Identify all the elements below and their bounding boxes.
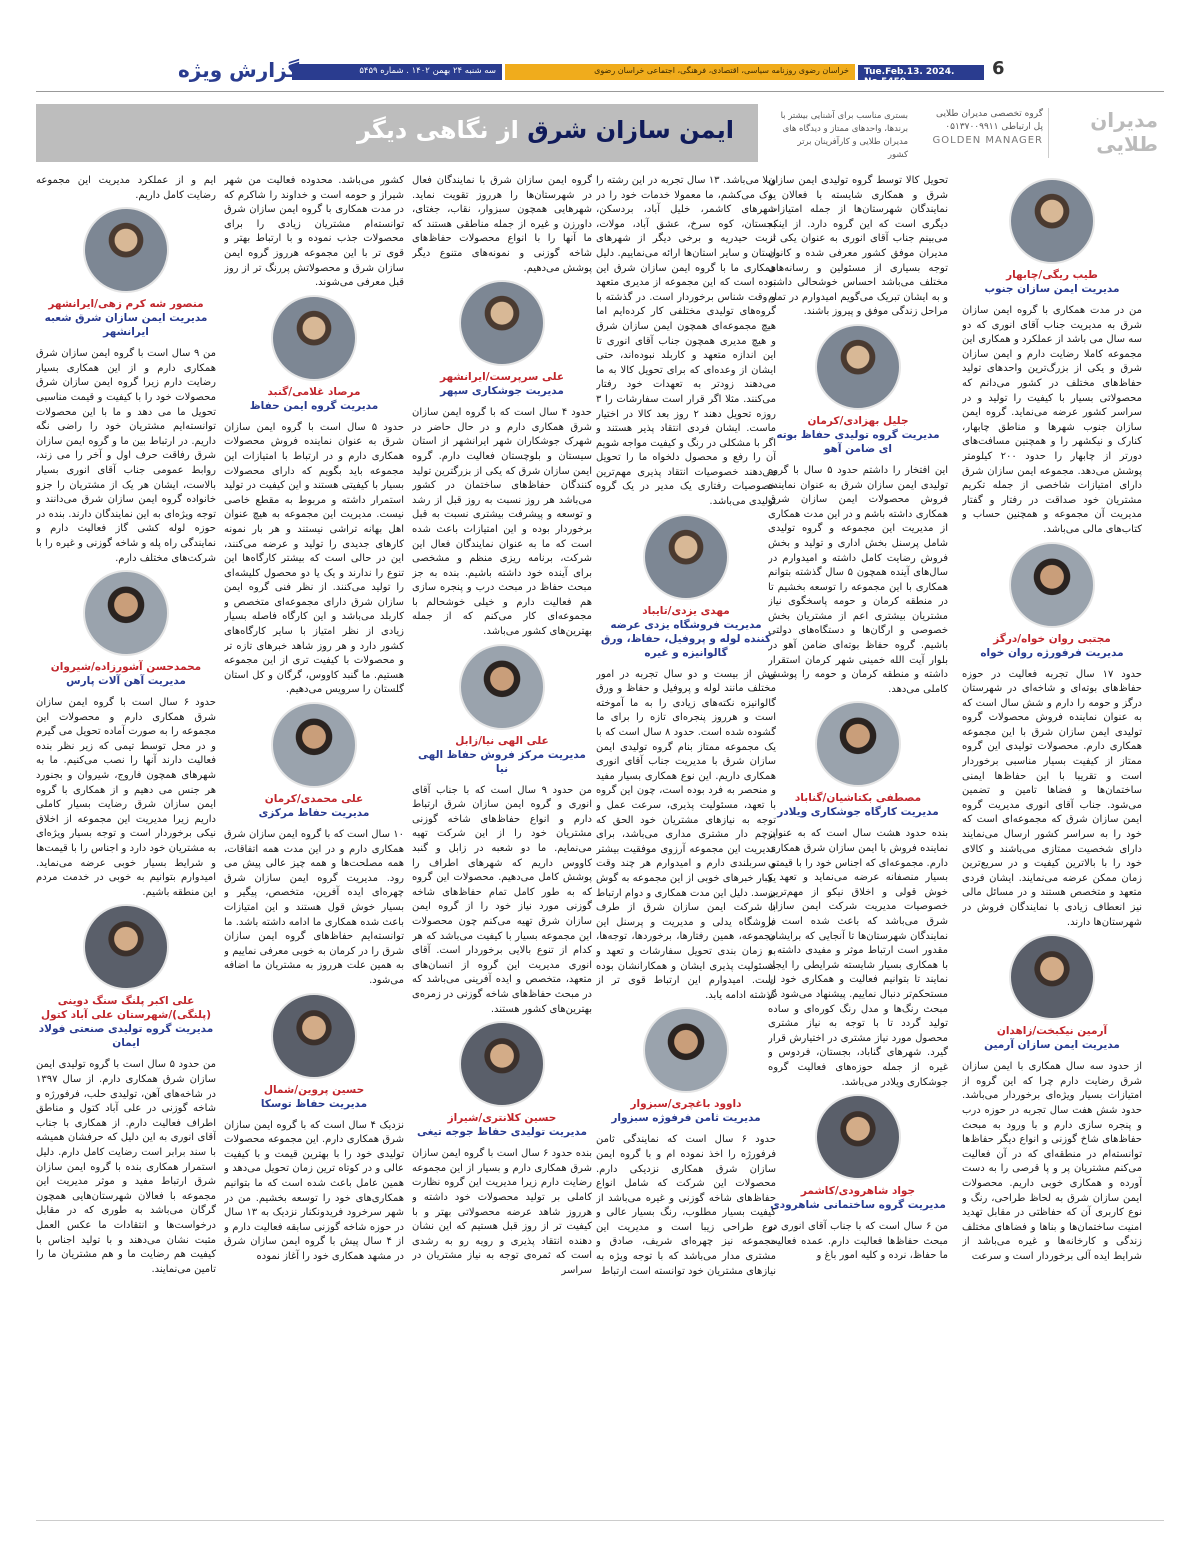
profile-card [596,1007,776,1125]
profile-card [224,702,404,820]
person-name: علی الهی نیا/زابل [455,734,549,747]
portrait-photo [459,280,545,366]
person-name: حسین کلانتری/شیراز [447,1112,557,1125]
feature-title [64,116,734,144]
person-title: مدیریت گروه تولیدی حفاظ بوته ای ضامن آهو [776,428,940,455]
profile-card [768,701,948,819]
article-paragraph: من ۹ سال است با گروه ایمن سازان شرق همکاری دارم و از این همکاری بسیار رضایت دارم زیرا گروه ایمن سازان شرق محصولات خود را با کیفیت و قیمت مناسبی تحویل ما می دهد و ما با این محصولات توانسته‌ایم مشتریان خود را راضی نگه داریم. در ارتباط بین ما و گروه ایمن سازان شرق رفاقت حرف اول و آخر را می زند، روابط عمومی جناب آقای انوری بسیار بالاست، ایشان هر یک از مشتریان را جزو خانواده گروه ایمن سازان شرق می‌دانند و توجه ویژه‌ای به این نمایندگان دارند. بنده در حوزه لوله کشی گاز فعالیت دارم و نمایندگی راه پله و شاخه گوزنی و غیره را با شرکت‌های مختلف دارم. [36,348,216,564]
portrait-photo [643,1007,729,1093]
person-title: مدیریت فرفورژه روان خواه [980,646,1124,659]
person-title: مدیریت گروه ساختمانی شاهرودی [770,1199,946,1212]
person-title: مدیریت ایمن سازان شرق شعبه ایرانشهر [44,312,208,339]
portrait-photo [83,570,169,656]
person-title: مدیریت آهن آلات پارس [66,675,186,688]
person-name: مرصاد غلامی/گنبد [267,385,361,398]
profile-card [412,1021,592,1139]
person-name: داوود باغچری/سبزوار [630,1098,742,1111]
person-title: مدیریت فروشگاه یزدی عرضه کننده لوله و پروفیل، حفاظ، ورق گالوانیزه و غیره [600,618,772,659]
article-paragraph: حدود ۶ سال است با گروه ایمن سازان شرق همکاری دارم و محصولات این مجموعه را به صورت آماده تحویل می گیرم و در محل توسط تیمی که زیر نظر بنده فعالیت دارند آنها را نصب می‌کنیم. ما به شهرهای همچون فاروج، شیروان و بجنورد هر جنس می دهیم و از همکاری با گروه ایمن سازان شرق رضایت بسیار کاملی داریم زیرا مدیریت این مجموعه از اخلاق نیکی برخوردار است و توجه بسیار ویژه‌ای به مشتریان خود دارد و اجناس را با قیمت‌ها و شرایط بسیار خوبی عرضه می‌نماید. امیدوارم بتوانیم به خوبی در خدمت مردم این منطقه باشیم. [36,697,216,898]
person-name: جواد شاهرودی/کاشمر [800,1185,916,1198]
person-title: مدیریت حفاظ توسکا [260,1097,368,1110]
person-title: مدیریت گروه ایمن حفاظ [249,399,379,412]
person-title: مدیریت گروه تولیدی صنعتی فولاد ایمان [38,1023,214,1050]
column-4 [412,174,592,1520]
person-name: علی سرپرست/ایرانشهر [439,371,565,384]
person-title: مدیریت ایمن سازان آرمین [984,1039,1120,1052]
article-paragraph: من حدود ۵ سال است با گروه تولیدی ایمن سازان شرق همکاری دارم. از سال ۱۳۹۷ در شاخه‌های آهن، تولیدی حلب، فرفورژه و شاخه گوزنی در علی آباد کتول و مناطق اطراف فعالیت دارم. از همکاری با جناب آقای انوری به این دلیل که حرفشان همیشه با سند برابر است رضایت کامل دارم. دلیل استمرار همکاری بنده با گروه ایمن سازان شرق ارتباط مفید و موثر مدیریت این مجموعه با فعالان شهرستان‌هایی همچون گرگان می‌باشد به طوری که در مقابل درخواست‌ها و انتقادات ما عکس العمل مثبت نشان می‌دهند و با تولید اجناس با کیفیت هم رضایت ما و هم مشتریان ما را تامین می‌نمایند. [36,1059,216,1275]
person-title: مدیریت تولیدی حفاظ جوجه تیغی [417,1126,587,1139]
profile-card [36,570,216,688]
newspaper-strip: خراسان رضوی روزنامه سیاسی، اقتصادی، فرهنگی، اجتماعی خراسان رضوی [505,64,855,80]
golden-manager-logo: مدیران طلایی [1048,108,1164,158]
portrait-photo [815,701,901,787]
group-name: گروه تخصصی مدیران طلایی [936,109,1043,119]
profile-card [36,207,216,339]
portrait-photo [815,324,901,410]
profile-card [962,934,1142,1052]
article-paragraph: نزدیک ۴ سال است که با گروه ایمن سازان شرق همکاری دارم. این مجموعه محصولات تولیدی خود را با بهترین قیمت و با کیفیت عالی و در کوتاه ترین زمان تحویل می‌دهد و همین عامل باعث شده است که ما بتوانیم همکاری‌های خود را توسعه بخشیم. من در شهر سرخرود فریدونکنار نزدیک به ۱۳ سال در حوزه شاخه گوزنی سابقه فعالیت دارم و از ۴ سال پیش با گروه ایمن سازان شرق در مشهد همکاری خود را آغاز نموده [224,1119,404,1262]
person-title: مدیریت حفاظ مرکزی [258,807,370,820]
article-paragraph: حدود ۱۷ سال تجربه فعالیت در حوزه حفاظ‌های بوته‌ای و شاخه‌ای در شهرستان درگز و حومه را دارم و شش سال است که به عنوان نماینده فروش محصولات گروه تولیدی ایمن سازان شرق با این مجموعه همکاری دارم. محصولات تولیدی این گروه ممتاز از کیفیت بسیار مناسبی برخوردار است و تقریبا با این حفاظ‌ها ایمنی ساختمان‌ها و فضاها تامین و تضمین می‌شود. جناب آقای انوری مدیریت گروه ایمن سازان شرق که مجموعه‌ای است که خود را به سراسر کشور ارسال می‌نمایند دارای شخصیت ممتازی می‌باشند و کالای خود را با بالاترین کیفیت و در سریع‌ترین زمان ممکن عرضه می‌نمایند. ایشان فردی متعهد و متخصص هستند و در مسائل مالی نیز انعطاف زیادی با نمایندگان فروش در شهرستان‌ها دارند. [962,668,1142,928]
person-name: علی محمدی/کرمان [264,793,364,806]
profile-card [962,542,1142,660]
portrait-photo [271,993,357,1079]
column-3 [596,174,776,1520]
person-title: مدیریت ایمن سازان جنوب [984,283,1120,295]
article-paragraph: کشور می‌باشد. محدوده فعالیت من شهر شیراز و حومه است و خداوند را شاکرم که در مدت همکاری با گروه ایمن سازان شرق توانسته‌ام مشتریان زیادی را برای محصولات جذب نموده و با ارتباط بهتر و قوی تر با این مجموعه هرروز گروه ایمن سازان شرق و محصولاتش پررنگ تر از روز قبل معرفی می‌شوند. [224,175,404,289]
feature-banner [36,104,1164,162]
article-paragraph: ۱۰ سال است که با گروه ایمن سازان شرق همکاری دارم و در این مدت همه اتفاقات، همه مصلحت‌ها و همه چیز عالی پیش می رود. مدیریت گروه ایمن سازان شرق چهره‌ای ایده آفرین، متخصص، پیگیر و بسیار خوش قول هستند و این امتیازات باعث شده همکاری ما ادامه داشته باشد. ما توانسته‌ایم حفاظ‌های گروه ایمن سازان شرق را در کرمان به خوبی معرفی نماییم و به همین علت هرروز به مشتریان ما اضافه می‌شود. [224,829,404,986]
banner-tagline: بستری مناسب برای آشنایی بیشتر با برندها، واحدهای ممتاز و دیدگاه های مدیران طلایی و کارآفرینان برتر کشور [780,111,908,160]
column-6 [36,174,216,1520]
article-paragraph: ایم و از عملکرد مدیریت این مجموعه رضایت کامل داریم. [36,175,216,201]
portrait-photo [271,702,357,788]
profile-card [412,280,592,398]
profile-card [412,644,592,776]
article-paragraph: بنده حدود هشت سال است که به عنوان نماینده فروش با ایمن سازان شرق همکاری دارم. مجموعه‌ای که اجناس خود را با قیمتی بسیار منصفانه عرضه می‌نماید و تعهد و خوش قولی و اخلاق نیکو از مهم‌ترین خصوصیات مدیریت شرکت ایمن سازان شرق می‌باشد که باعث شده است با نمایندگان شهرستان‌ها تا آنجایی که برایشان مقدور است ارتباط موثر و مفیدی داشته و با همکاری بسیار شایسته شرایطی را ایجاد نمایند تا بتوانیم فعالیت و همکاری خود را مستحکم‌تر دنبال نماییم. پیشنهاد می‌شود در مبحث رنگ‌ها و مدل رنگ کوره‌ای و ساده تولید گردد تا با توجه به نیاز مشتری محصول مورد نیاز مشتری در اختیارش قرار گیرد. شهرهای گناباد، بجستان، فردوس و غیره از جمله حوزه‌های فعالیت گروه جوشکاری ویلادر می‌باشد. [768,828,948,1088]
person-name: مصطفی بکتاشیان/گناباد [794,792,922,805]
page-number: 6 [992,58,1005,79]
article-paragraph: حدود ۴ سال است که با گروه ایمن سازان شرق همکاری دارم و در حال حاضر در شهرک جوشکاران شهر ایرانشهر از استان سیستان و بلوچستان فعالیت دارم. گروه ایمن سازان شرق که یکی از بزرگترین تولید کنندگان حفاظ‌های ساختمان در کشور می‌باشد هر روز نسبت به روز قبل از رشد و توسعه و پیشرفت بیشتری نسبت به قبل برخوردار بوده و این امتیازات باعث شده است که ما به عنوان نمایندگان فعال این شرکت، برنامه ریزی منظم و مشخصی برای آینده خود داشته باشیم. بنده به جز مبحث حفاظ در مبحث درب و پنجره سازی هم فعالیت دارم و خیلی خوشحالم با مجموعه‌ای کار می‌کنم که از جمله بهترین‌های کشور می‌باشد. [412,407,592,638]
article-paragraph: من در مدت همکاری با گروه ایمن سازان شرق به مدیریت جناب آقای انوری که دو سه سال می باشد از عملکرد و همکاری این مجموعه کاملا رضایت دارم و ایمن سازان شرق و یکی از بزرگ‌ترین واحدهای تولید حفاظ‌های مختلف در کشور می‌دانم که محصولاتی بسیار با کیفیت را تولید و در سراسر کشور عرضه می‌نماید. گروه ایمن سازان جنوب شهرها و مناطق چابهار، کنارک و نیکشهر را و همچنین مسافت‌های دورتر از چابهار را حدود ۲۰۰ کیلومتر پوشش می‌دهد. مجموعه ایمن سازان شرق دارای امتیازات شاخصی از جمله تکریم مشتریان خود صداقت در رفتار و گفتار مدیریت آن مجموعه و همچنین حساب و کتاب‌های مالی می‌باشد. [962,305,1142,535]
column-5 [224,174,404,1520]
profile-card [36,904,216,1050]
portrait-photo [271,295,357,381]
portrait-photo [83,904,169,990]
portrait-photo [643,514,729,600]
profile-card [962,178,1142,296]
section-title: گزارش ویژه [178,58,300,82]
person-title: مدیریت جوشکاری سپهر [440,385,564,398]
profile-card [768,1094,948,1212]
article-paragraph: گروه ایمن سازان شرق با نمایندگان فعال در شهرستان‌ها را هرروز تقویت نماید. شهرهایی همچون سبزوار، نقاب، جغتای، داورزن و غیره از جمله مناطقی هستند که ما آنها را با انواع محصولات حفاظ‌های شاخه گوزنی و نمونه‌های متنوع دیگر پوشش می‌دهیم. [412,175,592,274]
banner-title-box [36,104,758,162]
phone: پل ارتباطی ۰۵۱۳۷۰۰۹۹۱۱ [945,122,1043,132]
person-title: مدیریت مرکز فروش حفاظ الهی نیا [418,748,586,775]
column-1 [962,174,1142,1520]
profile-card [224,993,404,1111]
title-part2: از نگاهی دیگر [357,116,519,144]
column-2 [768,174,948,1520]
person-name: جلیل بهزادی/کرمان [807,414,909,427]
profile-card [768,324,948,456]
profile-card [596,514,776,660]
person-name: علی اکبر پلنگ سنگ دوینی (پلنگی)/شهرستان علی آباد کتول [41,995,211,1022]
portrait-photo [1009,542,1095,628]
person-name: مهدی یزدی/تایباد [642,604,730,617]
article-paragraph: این افتخار را داشتم حدود ۵ سال با گروه تولیدی ایمن سازان شرق به عنوان نماینده فروش محصولات ایمن سازان شرق همکاری داشته باشم و در این مدت همکاری از مدیریت این مجموعه و گروه تولیدی شامل پرسنل بخش اداری و تولید و بخش فروش رضایت کامل داشته و امیدوارم در سال‌های آینده همچون ۵ سال گذشته بتوانم همکاری با این مجموعه را توسعه بخشیم تا در منطقه کرمان و حومه پاسخگوی نیاز مشتریان بیشتری اعم از مشتریان بخش خصوصی و ارگان‌ها و دستگاه‌های دولتی باشیم. گروه حفاظ بوته‌ای ضامن آهو در بلوار آیت الله خمینی شهر کرمان استقرار داشته و منطقه کرمان و حومه را پوشش کاملی می‌دهد. [768,464,948,695]
article-paragraph: حدود ۶ سال است که نمایندگی ثامن فرفورژه را اخذ نموده ام و با گروه ایمن سازان شرق همکاری نزدیکی دارم. محصولات این شرکت که شامل انواع حفاظ‌های شاخه گوزنی و غیره می‌باشد از کیفیت بسیار مطلوب، رنگ بسیار عالی و نوع طراحی زیبا است و مدیریت این مجموعه نیز چهره‌ای شریف، صادق و مشتری مدار می‌باشد که با توجه ویژه به نیازهای مشتریان خود توانسته است ارتباط [596,1134,776,1277]
article-paragraph: من ۶ سال است که با جناب آقای انوری در مبحث حفاظ‌ها فعالیت دارم. عمده فعالیت ما حفاظ، نرده و کلیه امور باغ و [768,1221,948,1262]
portrait-photo [459,1021,545,1107]
header-divider [36,91,1164,92]
article-paragraph: بنده حدود ۶ سال است با گروه ایمن سازان شرق همکاری دارم و بسیار از این مجموعه رضایت دارم زیرا مدیریت این گروه نظارت کاملی بر تولید محصولات خود داشته و هرروز شاهد عرضه محصولاتی بهتر و با کیفیت تر از روز قبل هستیم که این نشان دهنده انتقاد پذیری و رویه رو به رشدی است که ثمره‌ی توجه به نیاز مشتریان در سراسر [412,1148,592,1276]
person-name: طیب ریگی/چابهار [1006,269,1098,281]
portrait-photo [815,1094,901,1180]
person-title: مدیریت ثامن فرفوژه سبزوار [611,1112,761,1125]
profile-card [224,295,404,413]
person-name: آرمین نیکبخت/زاهدان [996,1025,1108,1038]
masthead [0,0,1200,92]
banner-contact [913,108,1043,147]
article-paragraph: بیش از بیست و دو سال تجربه در امور مختلف مانند لوله و پروفیل و حفاظ و ورق گالوانیزه نکته‌های زیادی را به ما آموخته است و هرروز پنجره‌ای تازه را برای ما گشوده شده است. حدود ۸ سال است که با یک مجموعه ممتاز بنام گروه تولیدی ایمن سازان شرق با مدیریت جناب آقای انوری همکاری داریم. این نوع همکاری بسیار مفید و منحصر به فرد بوده است، چون این گروه با تعهد، مسئولیت پذیری، سرعت عمل و توجه به نیازهای مشتریان خود الحق که پرچم دار مشتری مداری می‌باشد، برای مدیریت این مجموعه آرزوی موفقیت بیشتر و سربلندی دارم و امیدوارم هر چند وقت یکبار خبر‌های خوبی از این مجموعه به گوش برسد. دلیل این مدت همکاری و دوام ارتباط با شرکت ایمن سازان شرق از طرف فروشگاه یدلی و مدیریت و پرسنل این مجموعه، همین رفتارها، برخوردها، توجه‌ها، به زمان بندی تحویل سفارشات و تعهد و مسئولیت پذیری ایشان و همکارانشان بوده است. امیدوارم این ارتباط قوی تر از گذشته ادامه یابد. [596,668,776,1001]
article-paragraph: از حدود سه سال همکاری با ایمن سازان شرق رضایت دارم چرا که این گروه از امتیازات بسیار ویژه‌ای برخوردار می‌باشد. حدود شش هفت سال تجربه در حوزه درب و پنجره سازی دارم و با ورود به مبحث حفاظ‌های شاخ گوزنی و انواع دیگر حفاظ‌ها توانسته‌ام در منطقه‌ای که در آن فعالیت می‌کنم مشتریان پر و پا قرصی را به دست آورده و همکاری خوبی داریم. محصولات ایمن سازان شرق به لحاظ طراحی، رنگ و نوع کاربری آن که حفاظتی در مقابل تهدید امنیت ساختمان‌ها و بناها و فضاهای مختلف زندگی و کارخانه‌ها و غیره می‌باشد از شرایط ایده آلی برخوردار است و سرعت [962,1061,1142,1262]
date-english: Tue.Feb.13. 2024. No.5459 [858,65,984,80]
person-name: حسین پروین/شمال [263,1083,365,1096]
person-name: محمدحسن آشورزاده/شیروان [50,661,202,674]
brand-english: GOLDEN MANAGER [932,135,1043,146]
article-paragraph: حدود ۵ سال است با گروه ایمن سازان شرق به عنوان نماینده فروش محصولات همکاری دارم و در ارتباط با امتیازات این مجموعه باید بگویم که دارای محصولات بسیار با کیفیتی هستند و این کیفیت در تولید استمرار داشته و مربوط به مقطع خاصی نیست. مدیریت این مجموعه به هیچ عنوان اهل بهانه تراشی نیستند و هر بار نمونه کارهای جدیدی را تولید و عرضه می‌کنند، این در حالی است که بیشتر کارگاه‌ها این تنوع را ندارند و یک یا دو محصول کلیشه‌ای را تولید می‌کنند. از نظر فنی گروه ایمن سازان شرق دارای مجموعه‌ای متخصص و کاربلد می‌باشد و این کارگاه فاصله بسیار زیادی از نظر امتیاز با سایر کارگاه‌های کشور دارد و هر روز شاهد خبرهای تازه تر و محصولات با کیفیت تری از این مجموعه هستیم. ما گنبد کاووس، گرگان و کل استان گلستان را سرویس می‌دهیم. [224,421,404,696]
title-part1: ایمن سازان شرق [527,116,734,144]
date-persian: سه شنبه ۲۴ بهمن ۱۴۰۲ . شماره ۵۴۵۹ [292,64,502,80]
article-paragraph: تحویل کالا توسط گروه تولیدی ایمن سازان شرق و همکاری شایسته با فعالان و نمایندگان شهرستان‌ها از جمله امتیازات دیگری است که این گروه دارد. از اینکه می‌بینم جناب آقای انوری به عنوان یکی از مدیران موفق کشور معرفی شده و کانون توجه بسیاری از مسئولین و رسانه‌های مختلف می‌باشد احساس خوشحالی داشته و به ایشان تبریک می‌گویم امیدوارم در تمام مراحل زندگی موفق و پیروز باشند. [768,175,948,318]
portrait-photo [459,644,545,730]
article-paragraph: من حدود ۹ سال است که با جناب آقای انوری و گروه ایمن سازان شرق ارتباط دارم و انواع حفاظ‌های شاخه گوزنی مشتریان خود را از این شرکت تهیه می‌نمایم. ما دو شعبه در زابل و گنبد کاووس داریم که شهرهای اطراف را پوشش کامل می‌دهیم. محصولات این گروه که به طور کامل تمام حفاظ‌های شاخه گوزنی مورد نیاز خود را از گروه ایمن سازان شرق تهیه می‌کنم چون محصولات این مجموعه بسیار با کیفیت می‌باشد که هر کدام از تنوع بالایی برخوردار است. آقای انوری مدیریت این گروه از انسان‌های متعهد، متخصص و ایده آفرینی می‌باشد که در مبحث حفاظ‌های شاخه گوزنی در زمره‌ی بهترین‌های کشور هستند. [412,784,592,1015]
portrait-photo [83,207,169,293]
person-title: مدیریت کارگاه جوشکاری ویلادر [777,806,939,819]
portrait-photo [1009,178,1095,264]
article-paragraph: ویلا می‌باشد. ۱۳ سال تجربه در این رشته را یدک می‌کشم، ما معمولا خدمات خود را در شهرهای کاشمر، خلیل آباد، بردسکن، بجستان، کوه سرخ، عشق آباد، مولات، تربت حیدریه و برخی دیگر از شهرهای استان و سایر استان‌ها ارائه می‌نماییم. دلیل همکاری ما با گروه ایمن سازان شرق این بوده است که این مجموعه از مدیری متعهد و وقت شناس برخوردار است. در گذشته با گروه‌های تولیدی مختلفی کار کرده‌ایم اما هیچ مجموعه‌ای همچون ایمن سازان شرق و هیچ مدیری همچون جناب آقای انوری تا این اندازه متعهد و کاربلد نبوده‌اند، حتی ایشان از وعده‌ای که برای تحویل کالا به ما می‌دهند زودتر به تعهدات خود رفتار می‌کنند. مثلا اگر قرار است سفارشات را ۳ روزه تحویل دهند ۲ روز بعد کالا در اختیار ماست. ایشان فردی انتقاد پذیر هستند و اگر با مشکلی در رنگ و کیفیت مواجه شویم آن را رفع و محصول دلخواه ما را تحویل می‌دهند خصوصیات انتقاد پذیری مهم‌ترین خصوصیات رفتاری یک مدیر در یک گروه تولیدی می‌باشد. [596,175,776,508]
portrait-photo [1009,934,1095,1020]
footer-divider [36,1520,1164,1521]
person-name: منصور شه کرم زهی/ایرانشهر [48,298,204,311]
person-name: مجتبی روان خواه/درگز [993,632,1111,645]
